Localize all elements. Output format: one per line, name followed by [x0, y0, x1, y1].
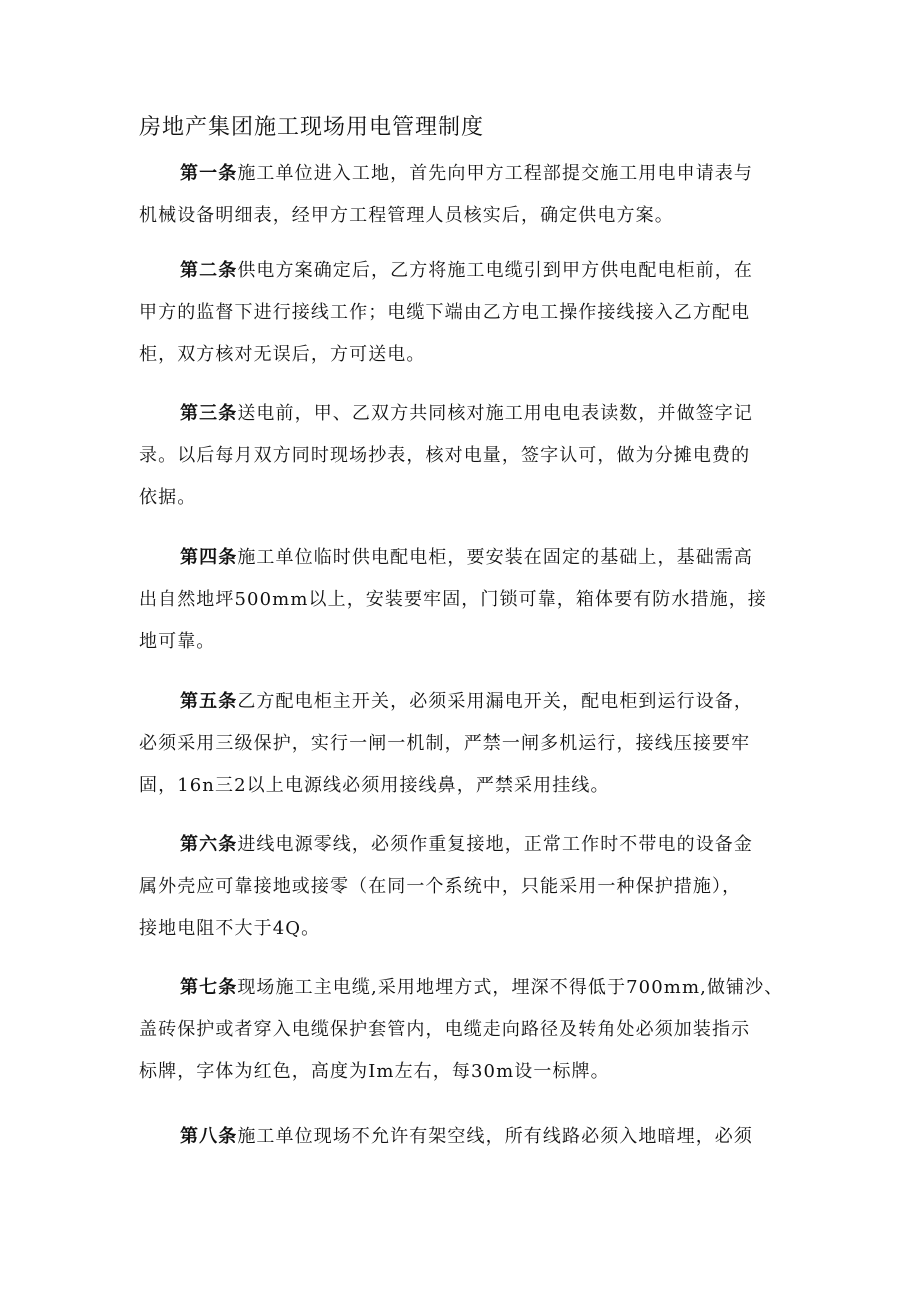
clause-text: 进线电源零线，必须作重复接地，正常工作时不带电的设备金	[237, 834, 754, 855]
clause-line: 固，16n三2以上电源线必须用接线鼻，严禁采用挂线。	[139, 775, 610, 796]
clause-text: 送电前，甲、乙双方共同核对施工用电电表读数，并做签字记	[237, 403, 754, 424]
clause-4	[139, 537, 799, 663]
document-title: 房地产集团施工现场用电管理制度	[139, 115, 485, 140]
clause-2	[139, 250, 799, 376]
clause-label: 第五条	[180, 691, 238, 712]
clause-label: 第八条	[180, 1126, 238, 1147]
clause-label: 第四条	[180, 547, 238, 568]
clause-line: 机械设备明细表，经甲方工程管理人员核实后，确定供电方案。	[139, 205, 674, 226]
clause-line: 录。以后每月双方同时现场抄表，核对电量，签字认可，做为分摊电费的	[139, 445, 751, 466]
clause-line: 柜，双方核对无误后，方可送电。	[139, 344, 426, 365]
clause-line	[139, 824, 799, 866]
clause-line: 标牌，字体为红色，高度为Im左右，每30m设一标牌。	[139, 1061, 610, 1082]
clause-line: 出自然地坪500mm以上，安装要牢固，门锁可靠，箱体要有防水措施，接	[139, 589, 767, 610]
clause-line	[139, 967, 799, 1009]
clause-text: 施工单位现场不允许有架空线，所有线路必须入地暗埋，必须	[237, 1126, 754, 1147]
clause-1	[139, 153, 799, 237]
clause-label: 第三条	[180, 403, 238, 424]
clause-text: 施工单位临时供电配电柜，要安装在固定的基础上，基础需高	[237, 547, 754, 568]
clause-text: 供电方案确定后，乙方将施工电缆引到甲方供电配电柜前，在	[237, 260, 754, 281]
clause-line: 盖砖保护或者穿入电缆保护套管内，电缆走向路径及转角处必须加装指示	[139, 1019, 751, 1040]
clause-8	[139, 1116, 799, 1158]
clause-line	[139, 537, 799, 579]
clause-7	[139, 967, 799, 1093]
clause-line	[139, 153, 799, 195]
clause-3	[139, 393, 799, 519]
clause-line: 甲方的监督下进行接线工作；电缆下端由乙方电工操作接线接入乙方配电	[139, 302, 751, 323]
clause-line: 地可靠。	[139, 631, 216, 652]
clause-text: 乙方配电柜主开关，必须采用漏电开关，配电柜到运行设备，	[237, 691, 754, 712]
clause-line	[139, 393, 799, 435]
clause-label: 第七条	[180, 977, 238, 998]
clause-6	[139, 824, 799, 950]
clause-label: 第一条	[180, 163, 238, 184]
clause-line	[139, 250, 799, 292]
clause-line	[139, 681, 799, 723]
clause-line: 接地电阻不大于4Q。	[139, 918, 321, 939]
clause-line	[139, 1116, 799, 1158]
clause-line: 依据。	[139, 487, 197, 508]
clause-label: 第六条	[180, 834, 238, 855]
clause-line: 必须采用三级保护，实行一闸一机制，严禁一闸多机运行，接线压接要牢	[139, 733, 751, 754]
clause-text: 现场施工主电缆,采用地埋方式，埋深不得低于700mm,做铺沙、	[237, 977, 784, 998]
clause-5	[139, 681, 799, 807]
clause-label: 第二条	[180, 260, 238, 281]
clause-line: 属外壳应可靠接地或接零（在同一个系统中，只能采用一种保护措施），	[139, 876, 742, 897]
clause-text: 施工单位进入工地，首先向甲方工程部提交施工用电申请表与	[237, 163, 754, 184]
